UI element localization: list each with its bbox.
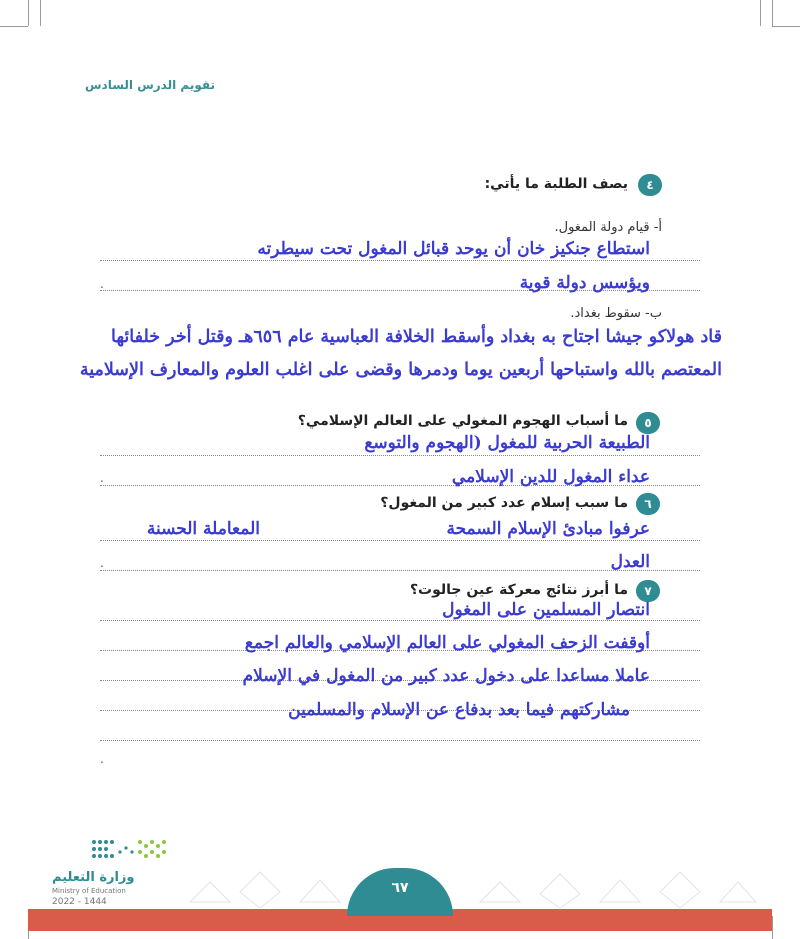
question-4a-label: أ- قيام دولة المغول. [554,220,662,235]
crop-mark [0,26,28,27]
question-4-text: يصف الطلبة ما يأتي: [484,176,628,192]
question-4b-answer-1: قاد هولاكو جيشا اجتاح به بغداد وأسقط الخلافة العباسية عام ٦٥٦هـ وقتل أخر خلفائها [111,327,722,347]
answer-line [100,540,700,541]
question-7-answer-2: أوقفت الزحف المغولي على العالم الإسلامي والعالم اجمع [244,633,650,653]
answer-line [100,260,700,261]
question-7-answer-3: عاملا مساعدا على دخول عدد كبير من المغول في الإسلام [242,666,650,686]
question-5-answer-2: عداء المغول للدين الإسلامي [451,467,650,487]
question-7-text: ما أبرز نتائج معركة عين جالوت؟ [409,582,628,598]
decorative-pattern [180,852,760,908]
line-end-mark: . [100,556,104,570]
crop-mark [772,0,773,26]
question-5-badge: ٥ [636,412,660,434]
question-6-answer-1a: عرفوا مبادئ الإسلام السمحة [446,519,650,539]
line-end-mark: . [100,277,104,291]
question-6-badge: ٦ [636,493,660,515]
ministry-name-arabic: وزارة التعليم [52,870,135,885]
question-7-answer-4: مشاركتهم فيما بعد بدفاع عن الإسلام والمسلمين [288,700,630,720]
question-7-answer-1: انتصار المسلمين على المغول [442,600,650,620]
line-end-mark: . [100,752,104,766]
question-5-text: ما أسباب الهجوم المغولي على العالم الإسلامي؟ [297,413,628,429]
crop-mark [760,0,761,26]
answer-line [100,740,700,741]
question-4a-answer-1: استطاع جنكيز خان أن يوحد قبائل المغول تحت سيطرته [257,239,650,259]
question-4a-answer-2: ويؤسس دولة قوية [519,273,650,293]
question-4b-answer-2: المعتصم بالله واستباحها أربعين يوما ودمرها وقضى على اغلب العلوم والمعارف الإسلامية [79,360,722,380]
answer-line [100,455,700,456]
edition-year: 2022 - 1444 [52,897,107,907]
ministry-logo-icon [90,838,170,864]
ministry-name-english: Ministry of Education [52,887,126,895]
lesson-evaluation-title: تقويم الدرس السادس [84,78,215,92]
question-5-answer-1: الطبيعة الحربية للمغول (الهجوم والتوسع [364,433,650,453]
question-6-text: ما سبب إسلام عدد كبير من المغول؟ [380,495,628,511]
crop-mark [772,26,800,27]
question-7-badge: ٧ [636,580,660,602]
question-6-answer-2: العدل [610,552,650,572]
crop-mark [772,916,773,939]
line-end-mark: . [100,471,104,485]
question-6-answer-1b: المعاملة الحسنة [146,519,260,539]
crop-mark [40,0,41,26]
answer-line [100,620,700,621]
page-number: ٦٧ [391,880,409,896]
question-4b-label: ب- سقوط بغداد. [570,306,662,321]
question-4-badge: ٤ [638,174,662,196]
crop-mark [28,0,29,26]
